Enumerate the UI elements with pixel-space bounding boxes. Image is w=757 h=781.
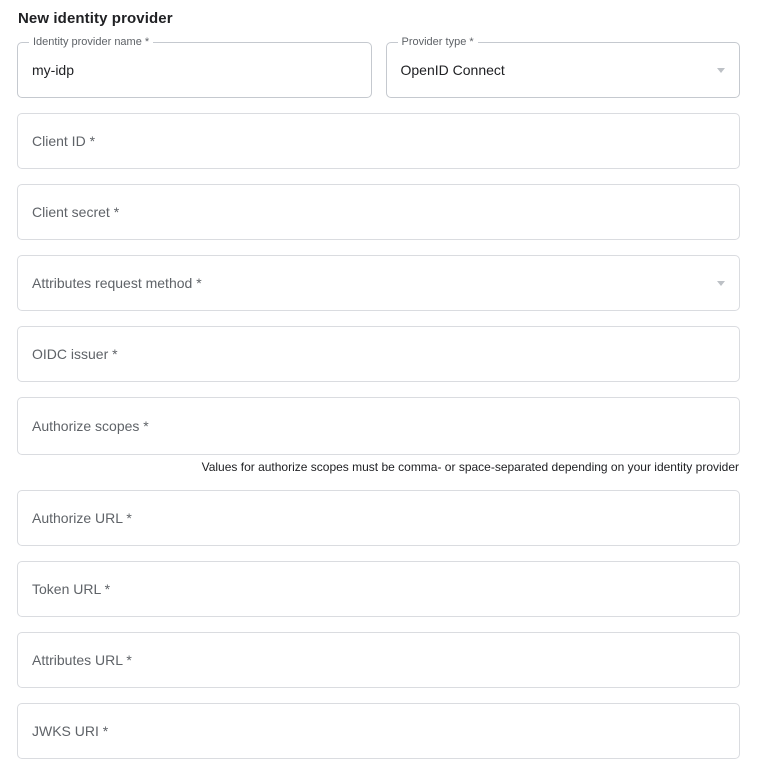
client-secret-field[interactable] xyxy=(17,184,740,240)
first-row xyxy=(17,27,740,98)
page-title: New identity provider xyxy=(18,10,173,27)
attributes-request-method-select[interactable] xyxy=(17,255,740,311)
client-secret-label: Client secret * xyxy=(32,204,120,220)
chevron-down-icon[interactable] xyxy=(717,281,725,286)
provider-type-value: OpenID Connect xyxy=(400,62,505,78)
authorize-scopes-label: Authorize scopes * xyxy=(32,418,149,434)
authorize-scopes-field[interactable] xyxy=(17,397,740,455)
token-url-label: Token URL * xyxy=(32,581,111,597)
authorize-scopes-helper-text: Values for authorize scopes must be comma- or space-separated depending on your identity provider xyxy=(201,460,739,474)
attributes-url-label: Attributes URL * xyxy=(32,652,132,668)
oidc-issuer-label: OIDC issuer * xyxy=(32,346,118,362)
identity-provider-name-label: Identity provider name * xyxy=(29,36,153,49)
authorize-url-label: Authorize URL * xyxy=(32,510,132,526)
client-id-label: Client ID * xyxy=(32,133,96,149)
oidc-issuer-field[interactable] xyxy=(17,326,740,382)
identity-provider-name-field[interactable] xyxy=(17,36,372,98)
jwks-uri-label: JWKS URI * xyxy=(32,723,109,739)
attributes-request-method-label: Attributes request method * xyxy=(32,275,202,291)
authorize-url-field[interactable] xyxy=(17,490,740,546)
provider-type-label: Provider type * xyxy=(398,36,478,49)
provider-type-select[interactable] xyxy=(386,36,741,98)
jwks-uri-field[interactable] xyxy=(17,703,740,759)
attributes-url-field[interactable] xyxy=(17,632,740,688)
chevron-down-icon[interactable] xyxy=(717,68,725,73)
identity-provider-name-value: my-idp xyxy=(32,62,75,78)
new-identity-provider-form xyxy=(0,10,757,781)
token-url-field[interactable] xyxy=(17,561,740,617)
client-id-field[interactable] xyxy=(17,113,740,169)
